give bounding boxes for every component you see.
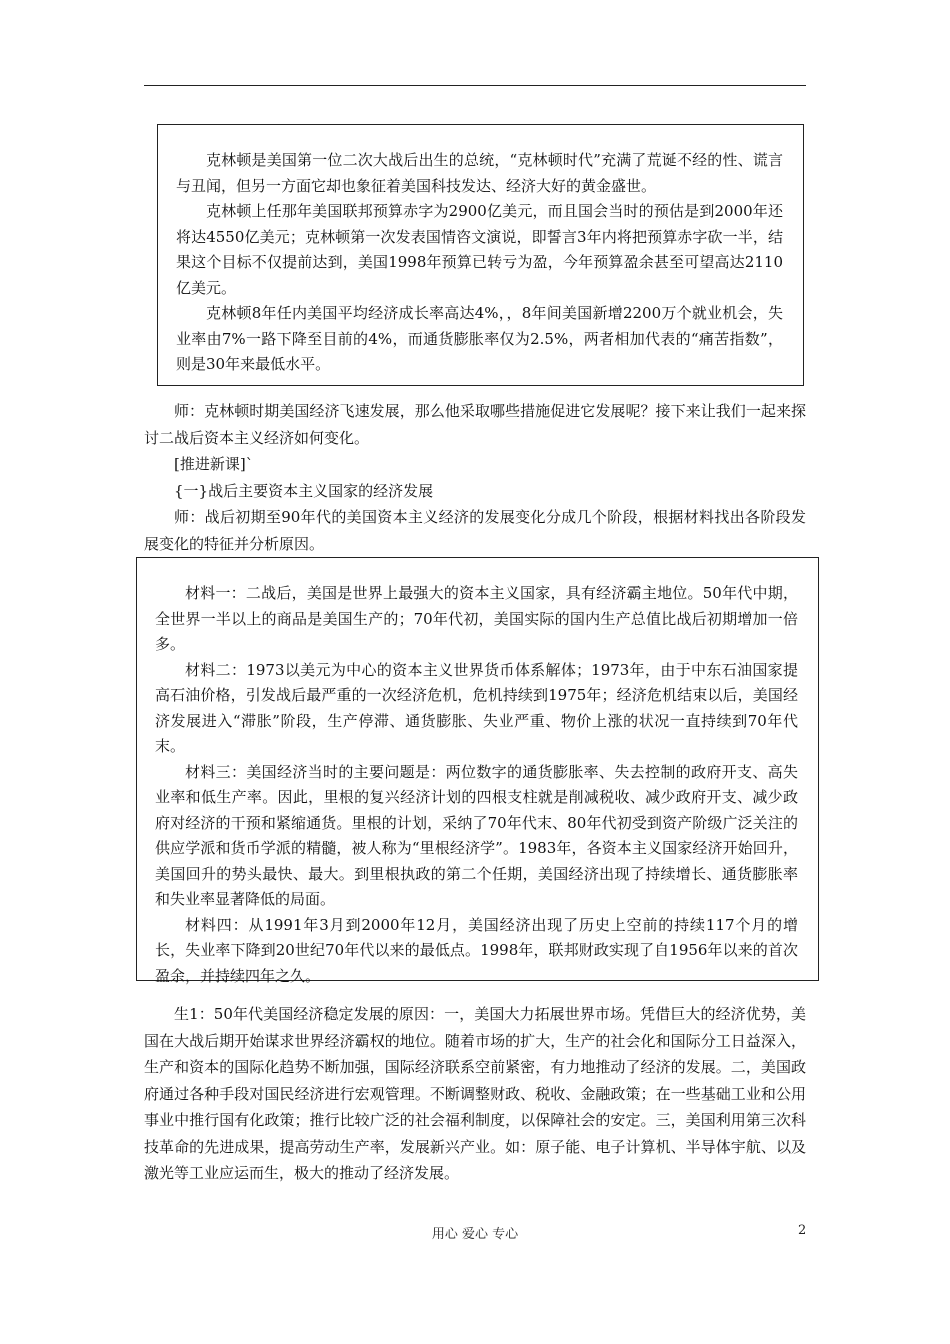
box1-paragraph-2: 克林顿上任那年美国联邦预算赤字为2900亿美元，而且国会当时的预估是到2000年还将达4550亿美元；克林顿第一次发表国情咨文演说，即誓言3年内将把预算赤字砍一半，结果这个目标不仅提前达到，美国1998年预算已转亏为盈，今年预算盈余甚至可望高达2110亿美元。 bbox=[176, 202, 783, 297]
page-number: 2 bbox=[798, 1223, 807, 1238]
header-rule bbox=[144, 85, 806, 86]
new-lesson-heading: [推进新课]` bbox=[174, 455, 254, 473]
section-heading: {一}战后主要资本主义国家的经济发展 bbox=[174, 481, 434, 500]
teacher-question: 师：克林顿时期美国经济飞速发展，那么他采取哪些措施促进它发展呢？接下来让我们一起来探讨二战后资本主义经济如何变化。 bbox=[144, 402, 806, 447]
material-2: 材料二：1973以美元为中心的资本主义世界货币体系解体；1973年，由于中东石油国家提高石油价格，引发战后最严重的一次经济危机，危机持续到1975年；经济危机结束以后，美国经济发展进入“滞胀”阶段，生产停滞、通货膨胀、失业严重、物价上涨的状况一直持续到70年代末。 bbox=[155, 660, 798, 755]
student-answer: 生1：50年代美国经济稳定发展的原因：一，美国大力拓展世界市场。凭借巨大的经济优势，美国在大战后期开始谋求世界经济霸权的地位。随着市场的扩大，生产的社会化和国际分工日益深入，生产和资本的国际化趋势不断加强，国际经济联系空前紧密，有力地推动了经济的发展。二，美国政府通过各种手段对国民经济进行宏观管理。不断调整财政、税收、金融政策；在一些基础工业和公用事业中推行国有化政策；推行比较广泛的社会福利制度，以保障社会的安定。三，美国利用第三次科技革命的先进成果，提高劳动生产率，发展新兴产业。如：原子能、电子计算机、半导体宇航、以及激光等工业应运而生，极大的推动了经济发展。 bbox=[144, 1005, 806, 1182]
material-1: 材料一：二战后，美国是世界上最强大的资本主义国家，具有经济霸主地位。50年代中期，全世界一半以上的商品是美国生产的；70年代初，美国实际的国内生产总值比战后初期增加一倍多。 bbox=[155, 584, 798, 653]
teacher-intro-section bbox=[144, 398, 806, 557]
footer-label: 用心 爱心 专心 bbox=[431, 1227, 519, 1242]
teacher-task: 师：战后初期至90年代的美国资本主义经济的发展变化分成几个阶段，根据材料找出各阶段发展变化的特征并分析原因。 bbox=[144, 508, 806, 553]
box1-paragraph-3: 克林顿8年任内美国平均经济成长率高达4%，，8年间美国新增2200万个就业机会，失业率由7%一路下降至目前的4%，而通货膨胀率仅为2.5%，两者相加代表的“痛苦指数”，则是30年来最低水平。 bbox=[176, 304, 783, 373]
materials-box bbox=[136, 557, 819, 985]
box1-paragraph-1: 克林顿是美国第一位二次大战后出生的总统，“克林顿时代”充满了荒诞不经的性、谎言与丑闻，但另一方面它却也象征着美国科技发达、经济大好的黄金盛世。 bbox=[176, 151, 783, 195]
clinton-material-box bbox=[157, 124, 804, 386]
student-answer-section bbox=[144, 1001, 806, 1187]
material-4: 材料四：从1991年3月到2000年12月，美国经济出现了历史上空前的持续117个月的增长，失业率下降到20世纪70年代以来的最低点。1998年，联邦财政实现了自1956年以来的首次盈余，并持续四年之久。 bbox=[155, 915, 798, 985]
material-3: 材料三：美国经济当时的主要问题是：两位数字的通货膨胀率、失去控制的政府开支、高失业率和低生产率。因此，里根的复兴经济计划的四根支柱就是削减税收、减少政府开支、减少政府对经济的干预和紧缩通货。里根的计划，采纳了70年代末、80年代初受到资产阶级广泛关注的供应学派和货币学派的精髓，被人称为“里根经济学”。1983年，各资本主义国家经济开始回升，美国回升的势头最快、最大。到里根执政的第二个任期，美国经济出现了持续增长、通货膨胀率和失业率显著降低的局面。 bbox=[155, 762, 798, 908]
